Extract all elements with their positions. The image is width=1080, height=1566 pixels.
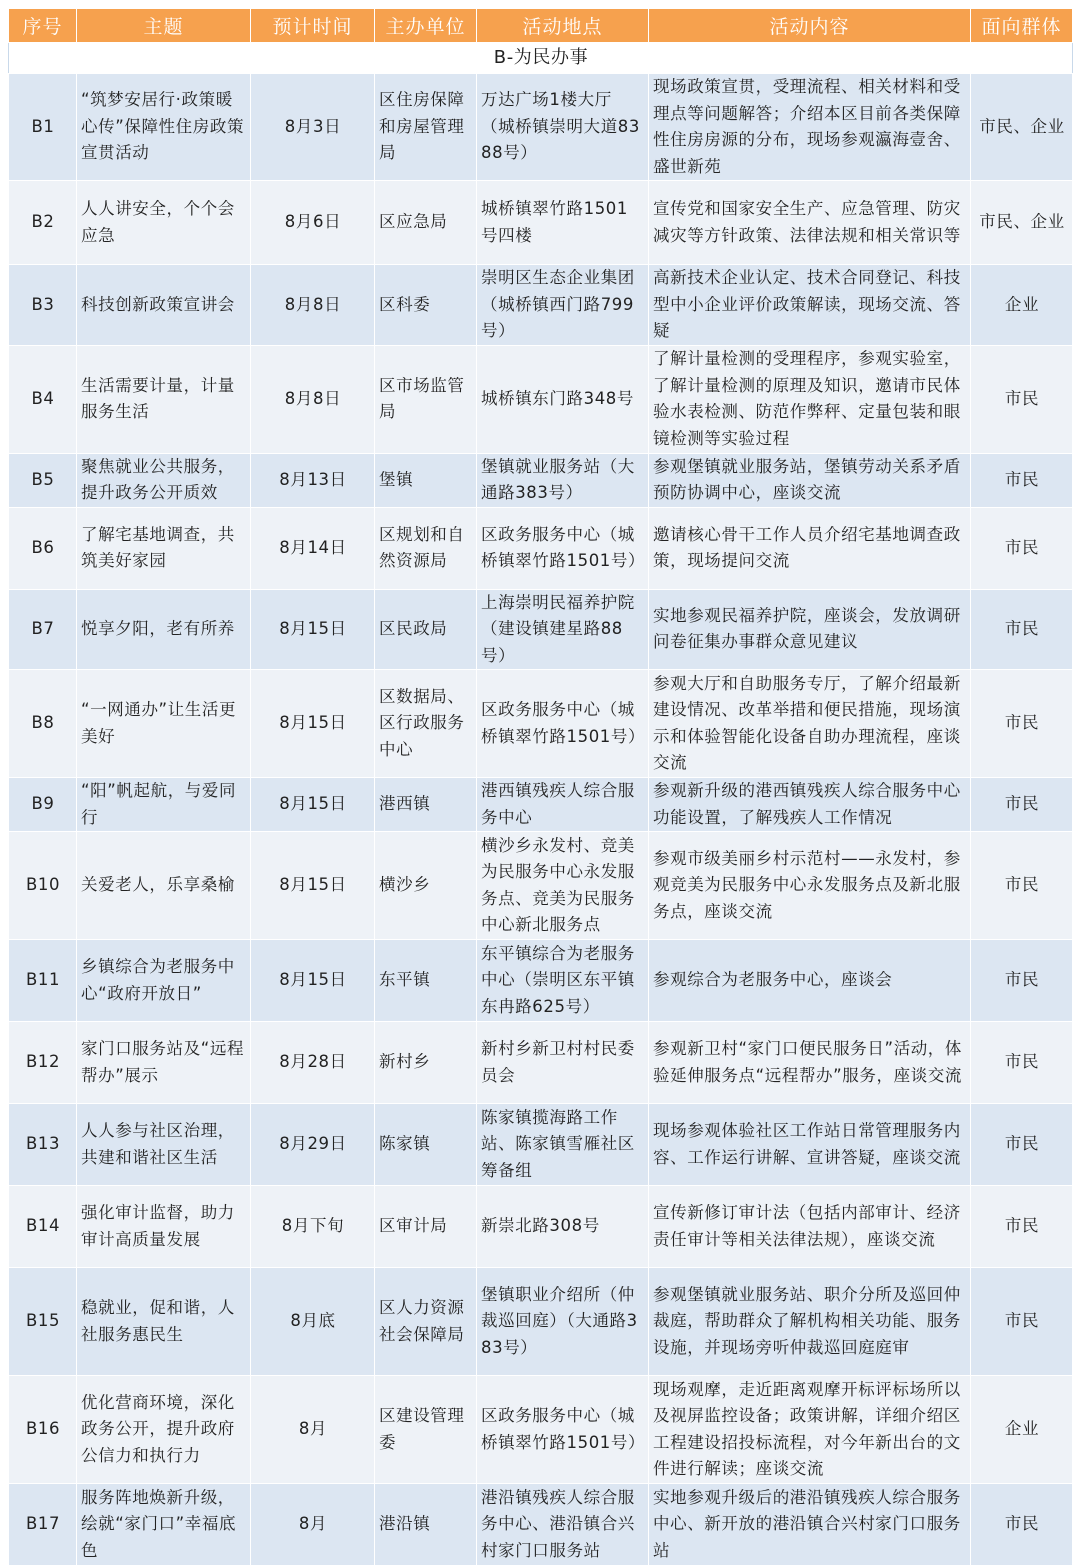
location-cell: 区政务服务中心（城桥镇翠竹路1501号） [477,507,649,589]
location-cell: 港西镇残疾人综合服务中心 [477,778,649,832]
audience-cell: 企业 [971,1376,1073,1484]
audience-cell: 市民 [971,453,1073,507]
audience-cell: 企业 [971,265,1073,346]
organizer-cell: 横沙乡 [375,832,477,940]
content-cell: 宣传党和国家安全生产、应急管理、防灾减灾等方针政策、法律法规和相关常识等 [649,181,971,265]
location-cell: 横沙乡永发村、竞美为民服务中心永发服务点、竞美为民服务中心新北服务点 [477,832,649,940]
serial-cell: B14 [9,1186,77,1268]
date-cell: 8月13日 [251,453,375,507]
header-audience: 面向群体 [971,9,1073,43]
topic-cell: 强化审计监督，助力审计高质量发展 [77,1186,251,1268]
header-location: 活动地点 [477,9,649,43]
content-cell: 实地参观升级后的港沿镇残疾人综合服务中心、新开放的港沿镇合兴村家门口服务站 [649,1484,971,1566]
header-content: 活动内容 [649,9,971,43]
content-cell: 参观市级美丽乡村示范村——永发村，参观竞美为民服务中心永发服务点及新北服务点，座谈交流 [649,832,971,940]
location-cell: 堡镇职业介绍所（仲裁巡回庭）（大通路383号） [477,1268,649,1376]
content-cell: 邀请核心骨干工作人员介绍宅基地调查政策，现场提问交流 [649,507,971,589]
serial-cell: B17 [9,1484,77,1566]
location-cell: 区政务服务中心（城桥镇翠竹路1501号） [477,670,649,778]
date-cell: 8月下旬 [251,1186,375,1268]
location-cell: 新村乡新卫村村民委员会 [477,1022,649,1104]
organizer-cell: 区规划和自然资源局 [375,507,477,589]
table-row [9,1104,1073,1186]
date-cell: 8月 [251,1376,375,1484]
table-row [9,74,1073,181]
table-row [9,1186,1073,1268]
date-cell: 8月14日 [251,507,375,589]
table-header-row [9,9,1073,43]
organizer-cell: 港沿镇 [375,1484,477,1566]
location-cell: 城桥镇东门路348号 [477,345,649,453]
schedule-table-wrapper [8,8,1072,1566]
organizer-cell: 区民政局 [375,589,477,670]
content-cell: 参观大厅和自助服务专厅，了解介绍最新建设情况、改革举措和便民措施，现场演示和体验智能化设备自助办理流程，座谈交流 [649,670,971,778]
content-cell: 现场观摩，走近距离观摩开标评标场所以及视屏监控设备；政策讲解，详细介绍区工程建设招投标流程，对今年新出台的文件进行解读；座谈交流 [649,1376,971,1484]
organizer-cell: 堡镇 [375,453,477,507]
date-cell: 8月3日 [251,74,375,181]
date-cell: 8月15日 [251,670,375,778]
header-date: 预计时间 [251,9,375,43]
content-cell: 参观堡镇就业服务站、职介分所及巡回仲裁庭，帮助群众了解机构相关功能、服务设施，并现场旁听仲裁巡回庭庭审 [649,1268,971,1376]
location-cell: 上海崇明民福养护院（建设镇建星路88号） [477,589,649,670]
table-row [9,670,1073,778]
organizer-cell: 区数据局、区行政服务中心 [375,670,477,778]
date-cell: 8月15日 [251,589,375,670]
topic-cell: 生活需要计量，计量服务生活 [77,345,251,453]
serial-cell: B2 [9,181,77,265]
location-cell: 港沿镇残疾人综合服务中心、港沿镇合兴村家门口服务站 [477,1484,649,1566]
serial-cell: B11 [9,940,77,1022]
content-cell: 宣传新修订审计法（包括内部审计、经济责任审计等相关法律法规），座谈交流 [649,1186,971,1268]
topic-cell: 科技创新政策宣讲会 [77,265,251,346]
date-cell: 8月29日 [251,1104,375,1186]
date-cell: 8月8日 [251,345,375,453]
audience-cell: 市民 [971,778,1073,832]
table-row [9,507,1073,589]
table-row [9,940,1073,1022]
organizer-cell: 新村乡 [375,1022,477,1104]
table-row [9,345,1073,453]
content-cell: 现场政策宣贯，受理流程、相关材料和受理点等问题解答；介绍本区目前各类保障性住房房源的分布，现场参观瀛海壹舍、盛世新苑 [649,74,971,181]
table-row [9,181,1073,265]
date-cell: 8月8日 [251,265,375,346]
location-cell: 万达广场1楼大厅（城桥镇崇明大道8388号） [477,74,649,181]
organizer-cell: 陈家镇 [375,1104,477,1186]
audience-cell: 市民 [971,589,1073,670]
organizer-cell: 区市场监管局 [375,345,477,453]
audience-cell: 市民、企业 [971,74,1073,181]
date-cell: 8月6日 [251,181,375,265]
topic-cell: 聚焦就业公共服务，提升政务公开质效 [77,453,251,507]
location-cell: 陈家镇揽海路工作站、陈家镇雪雁社区筹备组 [477,1104,649,1186]
table-row [9,1484,1073,1566]
serial-cell: B13 [9,1104,77,1186]
header-organizer: 主办单位 [375,9,477,43]
topic-cell: 稳就业，促和谐，人社服务惠民生 [77,1268,251,1376]
topic-cell: 家门口服务站及“远程帮办”展示 [77,1022,251,1104]
audience-cell: 市民、企业 [971,181,1073,265]
topic-cell: 人人讲安全，个个会应急 [77,181,251,265]
date-cell: 8月底 [251,1268,375,1376]
table-row [9,1376,1073,1484]
content-cell: 参观综合为老服务中心，座谈会 [649,940,971,1022]
topic-cell: 优化营商环境，深化政务公开，提升政府公信力和执行力 [77,1376,251,1484]
table-row [9,589,1073,670]
audience-cell: 市民 [971,1484,1073,1566]
audience-cell: 市民 [971,1104,1073,1186]
organizer-cell: 东平镇 [375,940,477,1022]
serial-cell: B1 [9,74,77,181]
organizer-cell: 区审计局 [375,1186,477,1268]
audience-cell: 市民 [971,832,1073,940]
content-cell: 参观新升级的港西镇残疾人综合服务中心功能设置，了解残疾人工作情况 [649,778,971,832]
table-row [9,265,1073,346]
serial-cell: B10 [9,832,77,940]
header-topic: 主题 [77,9,251,43]
content-cell: 参观新卫村“家门口便民服务日”活动，体验延伸服务点“远程帮办”服务，座谈交流 [649,1022,971,1104]
audience-cell: 市民 [971,507,1073,589]
serial-cell: B9 [9,778,77,832]
topic-cell: 服务阵地焕新升级，绘就“家门口”幸福底色 [77,1484,251,1566]
location-cell: 区政务服务中心（城桥镇翠竹路1501号） [477,1376,649,1484]
date-cell: 8月15日 [251,940,375,1022]
content-cell: 现场参观体验社区工作站日常管理服务内容、工作运行讲解、宣讲答疑，座谈交流 [649,1104,971,1186]
topic-cell: 悦享夕阳，老有所养 [77,589,251,670]
section-title-row [9,43,1073,74]
serial-cell: B16 [9,1376,77,1484]
organizer-cell: 区住房保障和房屋管理局 [375,74,477,181]
section-title: B-为民办事 [9,43,1073,74]
table-row [9,832,1073,940]
serial-cell: B3 [9,265,77,346]
location-cell: 新崇北路308号 [477,1186,649,1268]
serial-cell: B4 [9,345,77,453]
audience-cell: 市民 [971,1186,1073,1268]
header-serial: 序号 [9,9,77,43]
serial-cell: B15 [9,1268,77,1376]
organizer-cell: 区建设管理委 [375,1376,477,1484]
organizer-cell: 港西镇 [375,778,477,832]
date-cell: 8月28日 [251,1022,375,1104]
topic-cell: 关爱老人，乐享桑榆 [77,832,251,940]
table-row [9,778,1073,832]
activity-schedule-table [8,8,1073,1566]
topic-cell: 人人参与社区治理，共建和谐社区生活 [77,1104,251,1186]
serial-cell: B12 [9,1022,77,1104]
audience-cell: 市民 [971,1268,1073,1376]
audience-cell: 市民 [971,1022,1073,1104]
organizer-cell: 区人力资源社会保障局 [375,1268,477,1376]
topic-cell: “阳”帆起航，与爱同行 [77,778,251,832]
topic-cell: “一网通办”让生活更美好 [77,670,251,778]
date-cell: 8月15日 [251,832,375,940]
location-cell: 堡镇就业服务站（大通路383号） [477,453,649,507]
audience-cell: 市民 [971,940,1073,1022]
location-cell: 崇明区生态企业集团（城桥镇西门路799号） [477,265,649,346]
serial-cell: B8 [9,670,77,778]
serial-cell: B7 [9,589,77,670]
content-cell: 了解计量检测的受理程序，参观实验室，了解计量检测的原理及知识，邀请市民体验水表检测、防范作弊秤、定量包装和眼镜检测等实验过程 [649,345,971,453]
table-row [9,1268,1073,1376]
date-cell: 8月15日 [251,778,375,832]
content-cell: 实地参观民福养护院，座谈会，发放调研问卷征集办事群众意见建议 [649,589,971,670]
serial-cell: B6 [9,507,77,589]
audience-cell: 市民 [971,345,1073,453]
topic-cell: 乡镇综合为老服务中心“政府开放日” [77,940,251,1022]
date-cell: 8月 [251,1484,375,1566]
organizer-cell: 区科委 [375,265,477,346]
content-cell: 高新技术企业认定、技术合同登记、科技型中小企业评价政策解读，现场交流、答疑 [649,265,971,346]
content-cell: 参观堡镇就业服务站，堡镇劳动关系矛盾预防协调中心，座谈交流 [649,453,971,507]
topic-cell: 了解宅基地调查，共筑美好家园 [77,507,251,589]
table-row [9,453,1073,507]
location-cell: 东平镇综合为老服务中心（崇明区东平镇东冉路625号） [477,940,649,1022]
table-row [9,1022,1073,1104]
serial-cell: B5 [9,453,77,507]
audience-cell: 市民 [971,670,1073,778]
location-cell: 城桥镇翠竹路1501号四楼 [477,181,649,265]
topic-cell: “筑梦安居行·政策暖心传”保障性住房政策宣贯活动 [77,74,251,181]
organizer-cell: 区应急局 [375,181,477,265]
